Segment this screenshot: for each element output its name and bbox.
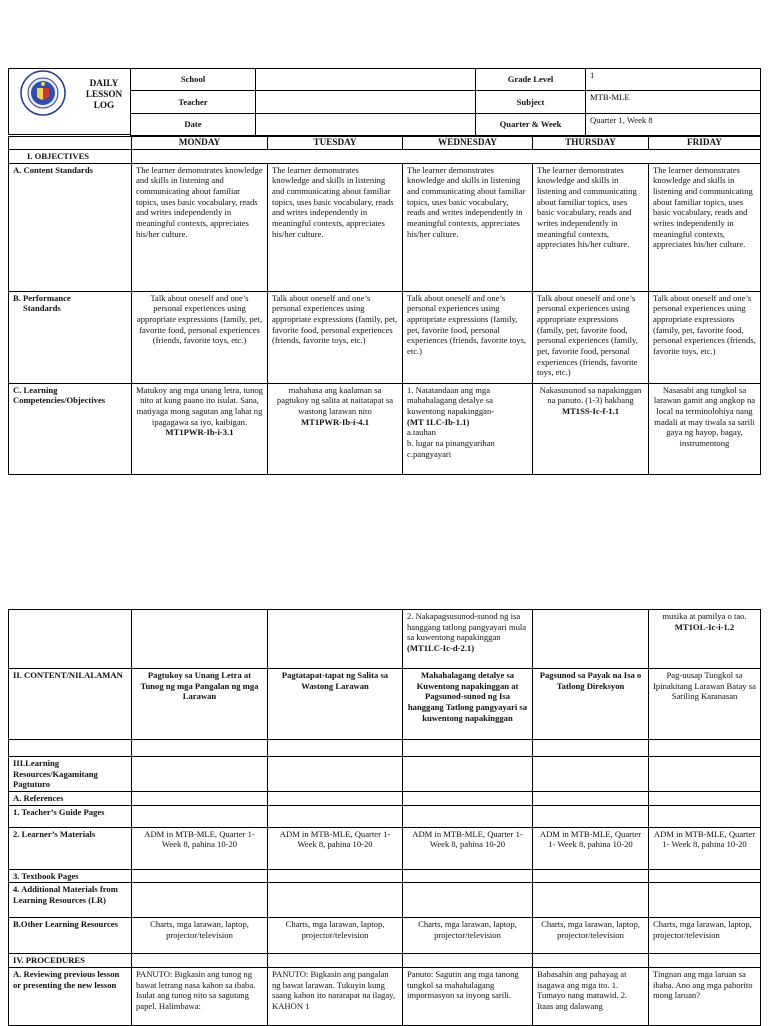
competencies-thursday-code: MT1SS-Ic-f-1.1 [561, 405, 620, 416]
day-header-thursday: THURSDAY [533, 137, 649, 150]
day-header-tuesday: TUESDAY [268, 137, 403, 150]
textbook-cell [268, 869, 403, 883]
additional-cell [132, 883, 268, 918]
other-resources-tuesday: Charts, mga larawan, laptop, projector/television [268, 918, 403, 954]
learners-materials-label: 2. Learner’s Materials [9, 827, 132, 869]
content-wednesday: Mahahalagang detalye sa Kuwentong napakinggan at Pagsunod-sunod ng Isa hanggang Tatlong pangyayari sa kuwentong napakinggan [403, 669, 533, 740]
competencies-wednesday-a: a.tauhan [407, 427, 436, 438]
competencies-label-line1: C. Learning [13, 384, 58, 395]
learners-materials-tuesday: ADM in MTB-MLE, Quarter 1- Week 8, pahina 10-20 [268, 827, 403, 869]
competencies-wednesday-c: c.pangyayari [407, 448, 452, 459]
teachers-guide-cell [649, 805, 761, 827]
resources-cell [132, 757, 268, 792]
grade-level-value[interactable]: 1 [586, 69, 761, 91]
continuation-wednesday-code: (MT1LC-Ic-d-2.1) [407, 642, 475, 653]
competencies-thursday-text: Nakasusunod sa napakinggan na panuto. (1-3) hakbang [539, 384, 642, 406]
competencies-wednesday [403, 383, 533, 474]
resources-cell [649, 757, 761, 792]
competencies-monday-code: MT1PWR-Ib-i-3.1 [165, 427, 234, 438]
other-resources-wednesday: Charts, mga larawan, laptop, projector/television [403, 918, 533, 954]
school-label: School [131, 69, 256, 91]
other-resources-label: B.Other Learning Resources [9, 918, 132, 954]
performance-standards-monday: Talk about oneself and one’s personal experiences using appropriate expressions (family, pet, favorite food, personal experiences (friends, favorite toys, etc.) [132, 291, 268, 383]
objectives-blank [132, 150, 761, 164]
spacer-cell [132, 740, 268, 757]
teacher-label: Teacher [131, 91, 256, 114]
competencies-thursday [533, 383, 649, 474]
review-tuesday: PANUTO: Bigkasin ang pangalan ng bawat larawan. Tukuyin kung saang kahon ito nararapat na ilagay, KAHON 1 [268, 967, 403, 1025]
teacher-field[interactable] [256, 91, 476, 114]
teachers-guide-label: 1. Teacher’s Guide Pages [9, 805, 132, 827]
content-label: II. CONTENT/NILALAMAN [9, 669, 132, 740]
additional-cell [649, 883, 761, 918]
other-resources-friday: Charts, mga larawan, laptop, projector/television [649, 918, 761, 954]
content-thursday: Pagsunod sa Payak na Isa o Tatlong Direksyon [533, 669, 649, 740]
spacer-cell [403, 740, 533, 757]
subject-label: Subject [476, 91, 586, 114]
textbook-pages-label: 3. Textbook Pages [9, 869, 132, 883]
quarter-week-label: Quarter & Week [476, 114, 586, 136]
references-cell [533, 792, 649, 806]
content-standards-monday: The learner demonstrates knowledge and skills in listening and communicating about familiar topics, uses basic vocabulary, reads and writes independently in meaningful contexts, appreciates his/her culture. [132, 163, 268, 291]
content-standards-label: A. Content Standards [9, 163, 132, 291]
textbook-cell [403, 869, 533, 883]
performance-label-line2: Standards [23, 303, 61, 314]
review-thursday: Babasahin ang pahayag at isagawa ang mga ito. 1. Tumayo nang matuwid. 2. Itaas ang dalawang [533, 967, 649, 1025]
objectives-heading: I. OBJECTIVES [9, 150, 132, 164]
performance-standards-thursday: Talk about oneself and one’s personal experiences using appropriate expressions (family, pet, favorite food, personal experiences (family, pet, favorite food, personal experiences (friends, favorite toys, etc.) [533, 291, 649, 383]
learners-materials-wednesday: ADM in MTB-MLE, Quarter 1- Week 8, pahina 10-20 [403, 827, 533, 869]
quarter-week-value[interactable]: Quarter 1, Week 8 [586, 114, 761, 136]
continuation-thursday-blank [533, 610, 649, 669]
spacer-cell [268, 740, 403, 757]
grade-level-label: Grade Level [476, 69, 586, 91]
additional-cell [268, 883, 403, 918]
day-header-monday: MONDAY [132, 137, 268, 150]
title-line-1: DAILY [89, 78, 119, 88]
logo-frame [8, 68, 130, 135]
textbook-cell [132, 869, 268, 883]
competencies-monday [132, 383, 268, 474]
performance-standards-tuesday: Talk about oneself and one’s personal experiences using appropriate expressions (family, pet, favorite food, personal experiences (friends, favorite toys, etc.) [268, 291, 403, 383]
review-wednesday: Panuto: Sagutin ang mga tanong tungkol sa mahahalagang impormasyon sa inyong sarili. [403, 967, 533, 1025]
date-field[interactable] [256, 114, 476, 136]
continuation-tuesday-blank [268, 610, 403, 669]
competencies-label-line2: Competencies/Objectives [13, 395, 106, 406]
day-header-blank [9, 137, 132, 150]
procedures-cell [268, 954, 403, 968]
resources-cell [403, 757, 533, 792]
other-resources-monday: Charts, mga larawan, laptop, projector/television [132, 918, 268, 954]
performance-standards-wednesday: Talk about oneself and one’s personal experiences using appropriate expressions (family, pet, favorite food, personal experiences (friends, favorite toys, etc.) [403, 291, 533, 383]
spacer-cell [649, 740, 761, 757]
performance-standards-label [9, 291, 132, 383]
continuation-friday [649, 610, 761, 669]
continuation-wednesday-text: 2. Nakapagsusunod-sunod ng isa hanggang tatlong pangyayari mula sa kuwentong napakinggan [407, 611, 527, 643]
competencies-wednesday-text: 1. Natatandaan ang mga mahahalagang detalye sa kuwentong napakinggan- [407, 384, 495, 416]
objectives-table [8, 136, 761, 475]
content-tuesday: Pagtatapat-tapat ng Salita sa Wastong Larawan [268, 669, 403, 740]
title-line-3: LOG [93, 100, 115, 111]
learning-resources-label: III.Learning Resources/Kagamitang Pagtuturo [9, 757, 132, 792]
learners-materials-friday: ADM in MTB-MLE, Quarter 1- Week 8, pahina 10-20 [649, 827, 761, 869]
performance-standards-friday: Talk about oneself and one’s personal experiences using appropriate expressions (family, pet, favorite food, personal experiences (friends, favorite toys, etc.) [649, 291, 761, 383]
performance-label-line1: B. Performance [13, 292, 71, 303]
content-friday: Pag-uusap Tungkol sa Ipinakitang Larawan Batay sa Sariling Karanasan [649, 669, 761, 740]
spacer-cell [533, 740, 649, 757]
references-cell [403, 792, 533, 806]
resources-cell [268, 757, 403, 792]
learners-materials-thursday: ADM in MTB-MLE, Quarter 1- Week 8, pahina 10-20 [533, 827, 649, 869]
continuation-label-blank [9, 610, 132, 669]
content-standards-friday: The learner demonstrates knowledge and skills in listening and communicating about familiar topics, uses basic vocabulary, reads and writes independently in meaningful contexts, appreciates his/her culture. [649, 163, 761, 291]
procedures-heading: IV. PROCEDURES [9, 954, 132, 968]
continuation-wednesday [403, 610, 533, 669]
content-standards-wednesday: The learner demonstrates knowledge and skills in listening and communicating about familiar topics, uses basic vocabulary, reads and writes independently in meaningful contexts, appreciates his/her culture. [403, 163, 533, 291]
teachers-guide-cell [403, 805, 533, 827]
textbook-cell [649, 869, 761, 883]
references-label: A. References [9, 792, 132, 806]
review-monday: PANUTO: Bigkasin ang tunog ng bawat letrang nasa kahon sa ibaba. Isulat ang tunog nito sa sagutang papel. Halimbawa: [132, 967, 268, 1025]
competencies-tuesday [268, 383, 403, 474]
competencies-monday-text: Matukoy ang mga unang letra, tunog nito at kung paano ito isulat. Sana, matiyaga mong sagutan ang lahat ng ipagagawa sa iyo, kaibigan. [136, 384, 263, 427]
references-cell [649, 792, 761, 806]
additional-cell [533, 883, 649, 918]
competencies-wednesday-code: (MT 1LC-Ib-1.1) [407, 416, 470, 427]
date-label: Date [131, 114, 256, 136]
spacer-label [9, 740, 132, 757]
day-header-wednesday: WEDNESDAY [403, 137, 533, 150]
school-field[interactable] [256, 69, 476, 91]
references-cell [268, 792, 403, 806]
competencies-tuesday-code: MT1PWR-Ib-i-4.1 [300, 416, 370, 427]
subject-value[interactable]: MTB-MLE [586, 91, 761, 114]
day-header-friday: FRIDAY [649, 137, 761, 150]
continuation-monday-blank [132, 610, 268, 669]
review-lesson-label: A. Reviewing previous lesson or presenting the new lesson [9, 967, 132, 1025]
title-line-2: LESSON [85, 89, 123, 100]
textbook-cell [533, 869, 649, 883]
content-procedures-table [8, 609, 761, 1026]
teachers-guide-cell [533, 805, 649, 827]
continuation-friday-code: MT1OL-Ic-i-1.2 [674, 621, 735, 632]
review-friday: Tingnan ang mga laruan sa ibaba. Ano ang mga paborito mong laruan? [649, 967, 761, 1025]
procedures-cell [132, 954, 268, 968]
additional-cell [403, 883, 533, 918]
teachers-guide-cell [268, 805, 403, 827]
procedures-cell [403, 954, 533, 968]
competencies-wednesday-b: b. lugar na pinangyarihan [407, 437, 495, 448]
competencies-friday: Nasasabi ang tungkol sa larawan gamit ang angkop na local na terminolohiya nang madali at may tiwala sa sarili gaya ng hayop, bagay, instrumentong [649, 383, 761, 474]
teachers-guide-cell [132, 805, 268, 827]
learners-materials-monday: ADM in MTB-MLE, Quarter 1- Week 8, pahina 10-20 [132, 827, 268, 869]
content-standards-tuesday: The learner demonstrates knowledge and skills in listening and communicating about familiar topics, uses basic vocabulary, reads and writes independently in meaningful contexts, appreciates his/her culture. [268, 163, 403, 291]
additional-materials-label: 4. Additional Materials from Learning Resources (LR) [9, 883, 132, 918]
procedures-cell [649, 954, 761, 968]
content-monday: Pagtukoy sa Unang Letra at Tunog ng mga Pangalan ng mga Larawan [132, 669, 268, 740]
procedures-cell [533, 954, 649, 968]
competencies-label [9, 383, 132, 474]
competencies-tuesday-text: mahahasa ang kaalaman sa pagtukoy ng salita at naitatapat sa wastong larawan nito [276, 384, 394, 416]
references-cell [132, 792, 268, 806]
resources-cell [533, 757, 649, 792]
continuation-friday-text: musika at pamilya o tao. [662, 611, 747, 621]
content-standards-thursday: The learner demonstrates knowledge and skills in listening and communicating about familiar topics, uses basic vocabulary, reads and writes independently in meaningful contexts, appreciates his/her culture. [533, 163, 649, 291]
header-info-table [130, 68, 761, 136]
other-resources-thursday: Charts, mga larawan, laptop, projector/television [533, 918, 649, 954]
